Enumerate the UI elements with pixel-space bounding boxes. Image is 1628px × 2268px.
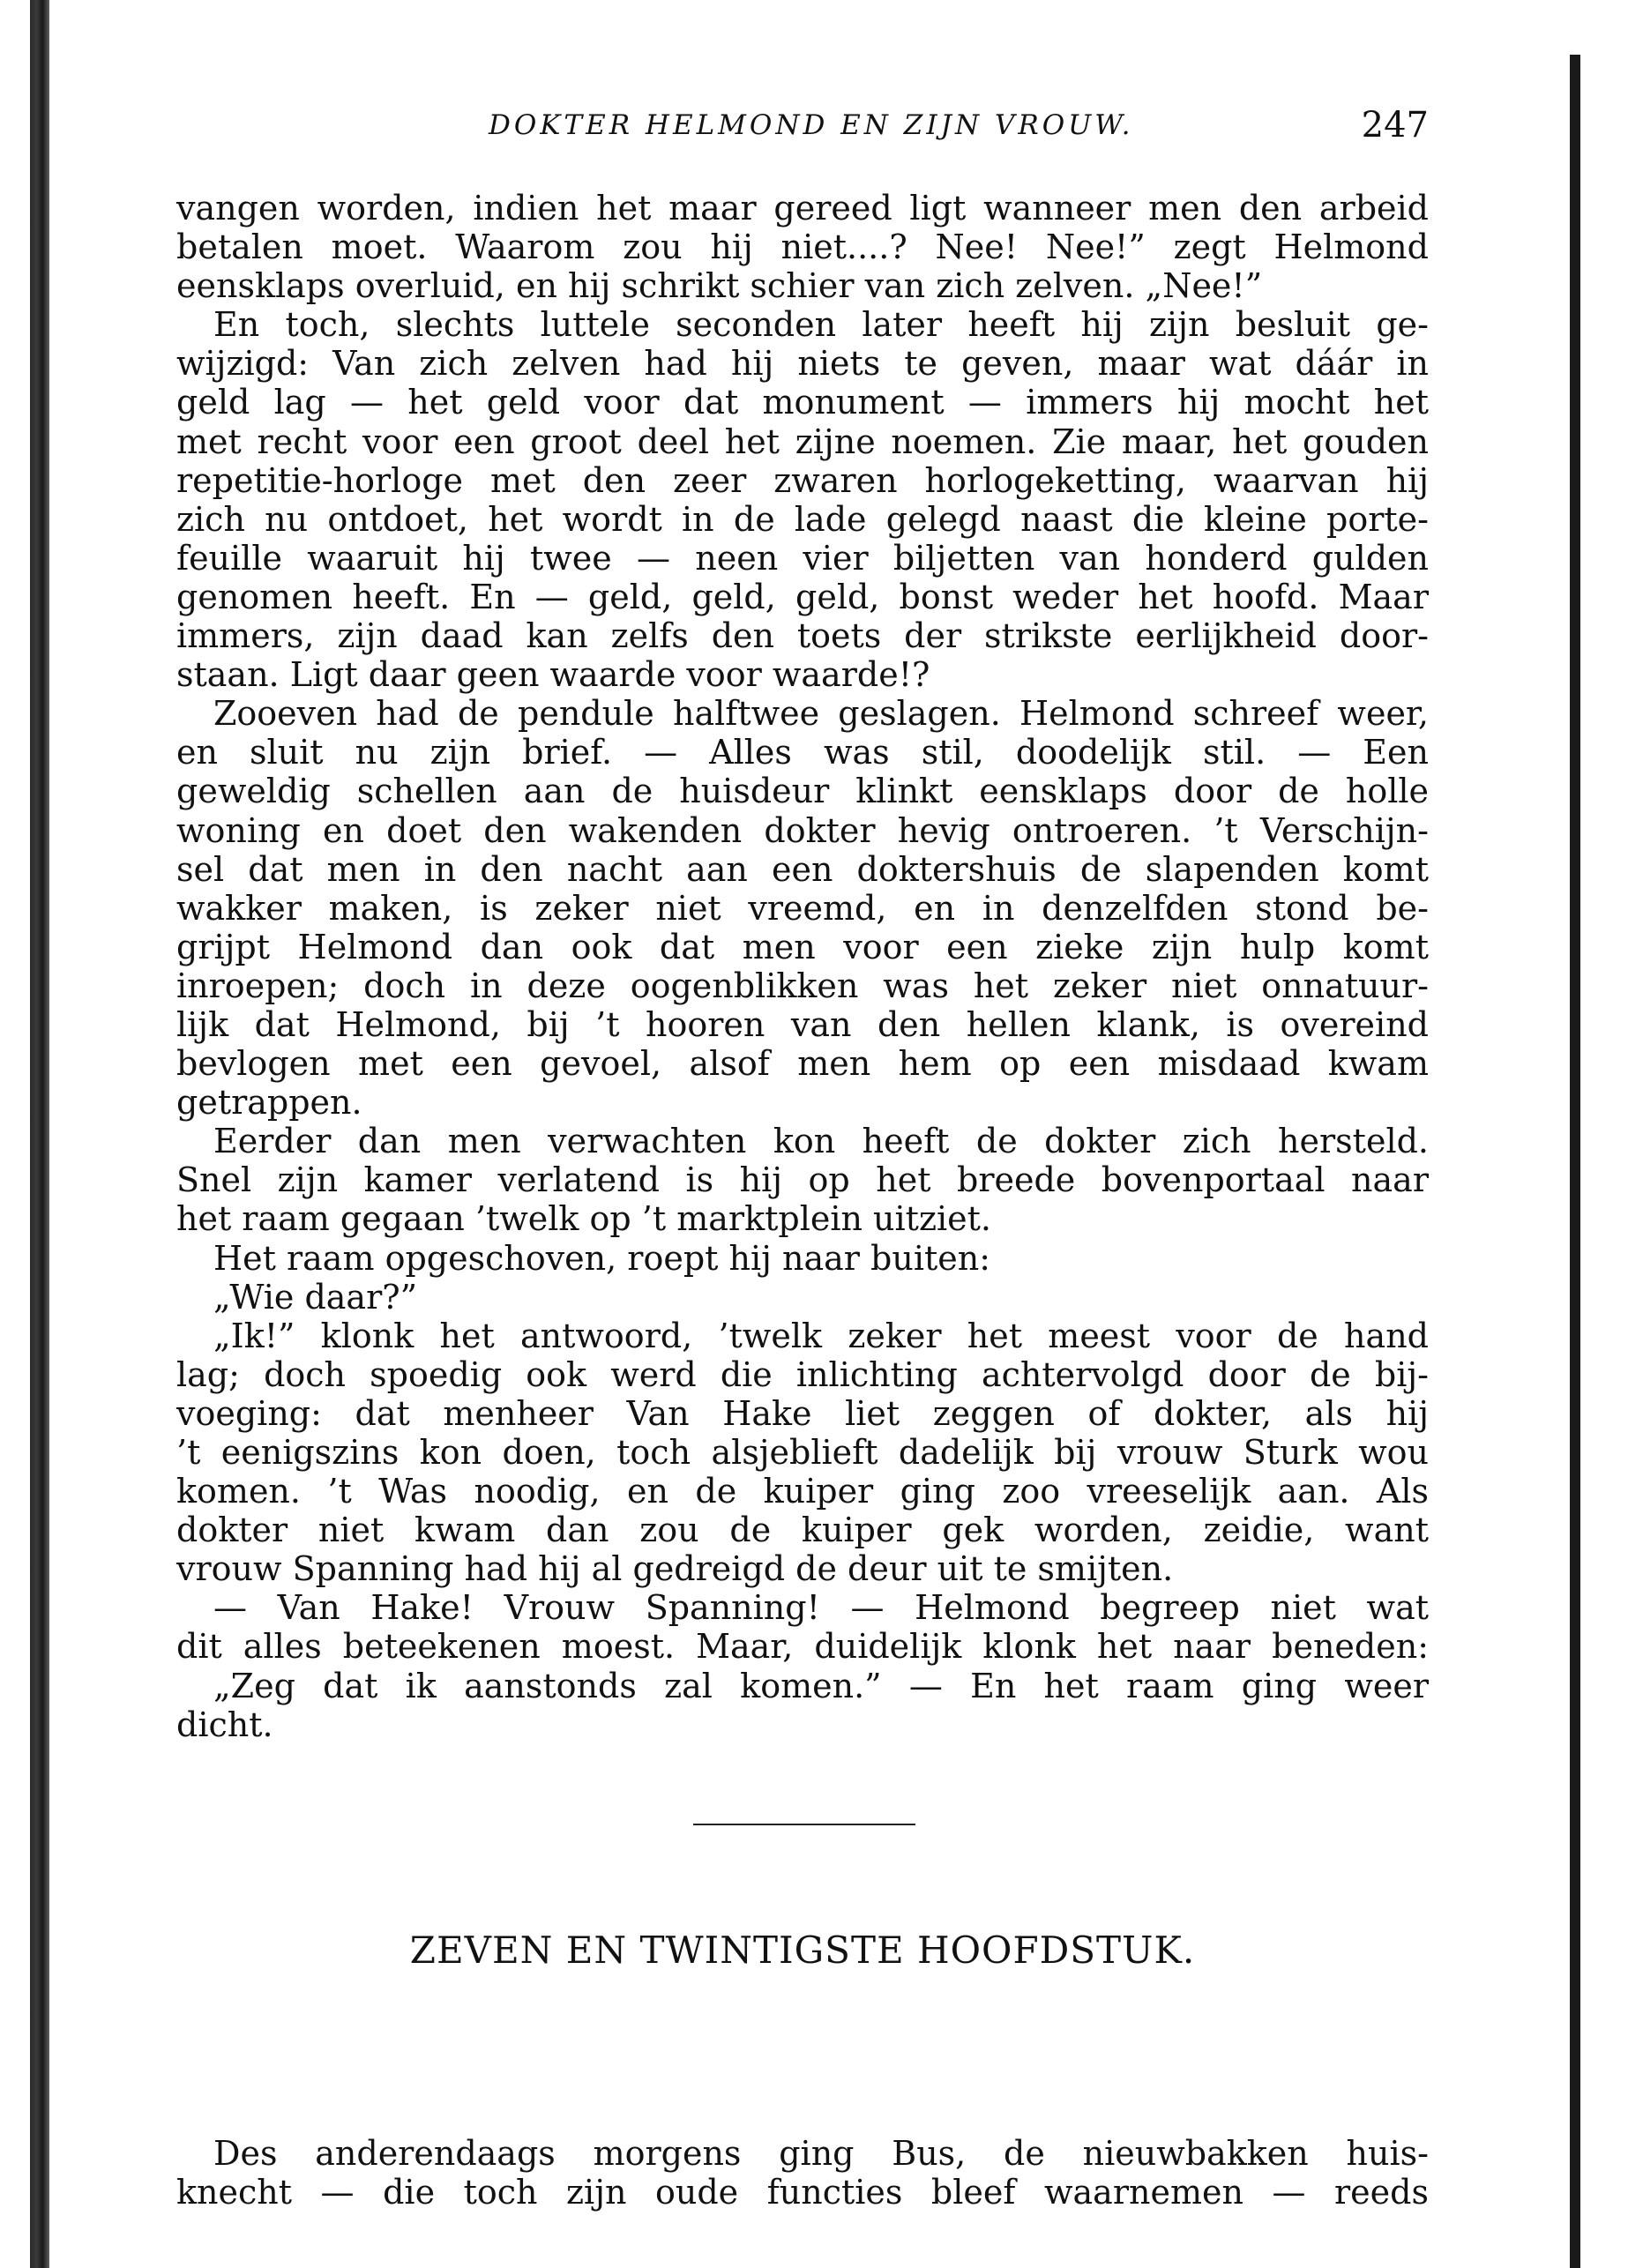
text-line: En toch, slechts luttele seconden later heeft hij zijn besluit ge- xyxy=(213,305,1429,345)
text-line: geweldig schellen aan de huisdeur klinkt eensklaps door de holle xyxy=(176,772,1429,811)
body-text xyxy=(176,189,1429,1744)
text-line: Zooeven had de pendule halftwee geslagen. Helmond schreef weer, xyxy=(213,694,1429,734)
text-line: zich nu ontdoet, het wordt in de lade gelegd naast die kleine porte- xyxy=(176,499,1429,539)
text-line: voeging: dat menheer Van Hake liet zeggen of dokter, als hij xyxy=(176,1393,1429,1433)
text-line: eensklaps overluid, en hij schrikt schier van zich zelven. „Nee!” xyxy=(176,266,1263,306)
text-line: Het raam opgeschoven, roept hij naar buiten: xyxy=(213,1238,991,1278)
text-line: vangen worden, indien het maar gereed ligt wanneer men den arbeid xyxy=(176,189,1429,228)
text-line: Snel zijn kamer verlatend is hij op het breede bovenportaal naar xyxy=(176,1160,1429,1200)
scan-left-edge xyxy=(30,0,49,2268)
text-line: „Zeg dat ik aanstonds zal komen.” — En het raam ging weer xyxy=(213,1666,1429,1705)
text-line: — Van Hake! Vrouw Spanning! — Helmond begreep niet wat xyxy=(213,1588,1429,1628)
text-line: getrappen. xyxy=(176,1083,362,1123)
page-number: 247 xyxy=(1361,105,1429,145)
text-line: vrouw Spanning had hij al gedreigd de deur uit te smijten. xyxy=(176,1549,1174,1589)
chapter-opening-text xyxy=(176,2134,1429,2212)
text-line: wijzigd: Van zich zelven had hij niets te geven, maar wat dáár in xyxy=(176,344,1429,384)
text-line: dicht. xyxy=(176,1705,273,1744)
text-line: feuille waaruit hij twee — neen vier biljetten van honderd gulden xyxy=(176,538,1429,578)
text-line: betalen moet. Waarom zou hij niet....? Nee! Nee!” zegt Helmond xyxy=(176,228,1429,267)
text-line: repetitie-horloge met den zeer zwaren horlogeketting, waarvan hij xyxy=(176,460,1429,500)
text-line: bevlogen met een gevoel, alsof men hem op een misdaad kwam xyxy=(176,1044,1429,1084)
text-line: Eerder dan men verwachten kon heeft de dokter zich hersteld. xyxy=(213,1122,1429,1161)
text-line: het raam gegaan ’twelk op ’t marktplein uitziet. xyxy=(176,1199,991,1239)
text-line: immers, zijn daad kan zelfs den toets der strikste eerlijkheid door- xyxy=(176,616,1429,656)
text-line: inroepen; doch in deze oogenblikken was het zeker niet onnatuur- xyxy=(176,966,1429,1005)
text-line: met recht voor een groot deel het zijne noemen. Zie maar, het gouden xyxy=(176,422,1429,461)
text-line: lijk dat Helmond, bij ’t hooren van den hellen klank, is overeind xyxy=(176,1004,1429,1044)
chapter-divider-rule xyxy=(693,1824,915,1825)
text-line: lag; doch spoedig ook werd die inlichting achtervolgd door de bij- xyxy=(176,1354,1429,1394)
text-line: woning en doet den wakenden dokter hevig ontroeren. ’t Verschijn- xyxy=(176,810,1429,850)
text-line: sel dat men in den nacht aan een doktershuis de slapenden komt xyxy=(176,849,1429,889)
chapter-title: ZEVEN EN TWINTIGSTE HOOFDSTUK. xyxy=(409,1929,1196,1972)
text-line: genomen heeft. En — geld, geld, geld, bonst weder het hoofd. Maar xyxy=(176,577,1429,616)
text-line: dit alles beteekenen moest. Maar, duidelijk klonk het naar beneden: xyxy=(176,1627,1429,1667)
text-line: staan. Ligt daar geen waarde voor waarde!? xyxy=(176,655,930,695)
text-line: ’t eenigszins kon doen, toch alsjeblieft dadelijk bij vrouw Sturk wou xyxy=(176,1433,1429,1472)
text-line: knecht — die toch zijn oude functies bleef waarnemen — reeds xyxy=(176,2173,1429,2212)
text-line: komen. ’t Was noodig, en de kuiper ging zoo vreeselijk aan. Als xyxy=(176,1472,1429,1511)
scan-right-edge xyxy=(1570,55,1580,2268)
text-line: en sluit nu zijn brief. — Alles was stil, doodelijk stil. — Een xyxy=(176,733,1429,772)
text-line: dokter niet kwam dan zou de kuiper gek worden, zeidie, want xyxy=(176,1511,1429,1550)
text-line: Des anderendaags morgens ging Bus, de nieuwbakken huis- xyxy=(213,2134,1429,2173)
text-line: „Ik!” klonk het antwoord, ’twelk zeker het meest voor de hand xyxy=(213,1316,1429,1355)
header-title: DOKTER HELMOND EN ZIJN VROUW. xyxy=(489,109,1134,141)
text-line: „Wie daar?” xyxy=(213,1277,418,1317)
text-line: geld lag — het geld voor dat monument — immers hij mocht het xyxy=(176,383,1429,422)
running-header xyxy=(176,101,1429,150)
text-line: wakker maken, is zeker niet vreemd, en in denzelfden stond be- xyxy=(176,888,1429,928)
text-line: grijpt Helmond dan ook dat men voor een zieke zijn hulp komt xyxy=(176,927,1429,966)
